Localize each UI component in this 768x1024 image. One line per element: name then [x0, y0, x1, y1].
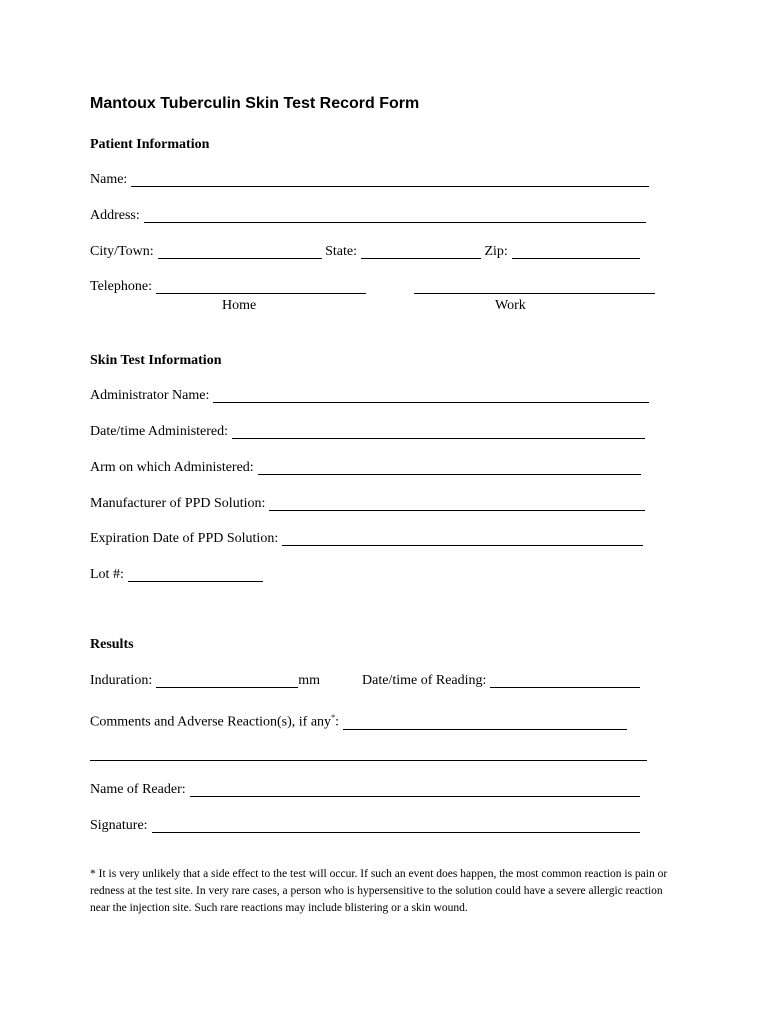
comments-label: Comments and Adverse Reaction(s), if any [90, 714, 332, 730]
administrator-field[interactable] [213, 388, 649, 403]
address-field[interactable] [144, 208, 646, 223]
induration-field[interactable] [156, 673, 298, 688]
arm-field[interactable] [258, 460, 641, 475]
name-label: Name: [90, 172, 128, 187]
telephone-row [90, 278, 366, 296]
datetime-label: Date/time Administered: [90, 424, 229, 439]
datetime-row [90, 423, 645, 441]
address-row [90, 207, 646, 225]
administrator-row [90, 387, 649, 405]
signature-field[interactable] [152, 818, 640, 833]
zip-label: Zip: [484, 244, 508, 259]
address-label: Address: [90, 208, 140, 223]
mm-label: mm [298, 673, 320, 688]
reading-datetime-field[interactable] [490, 673, 640, 688]
home-phone-field[interactable] [156, 279, 366, 294]
comments-continuation-row [86, 745, 647, 763]
comments-footnote-marker: * [331, 713, 336, 722]
city-label: City/Town: [90, 244, 154, 259]
induration-row [90, 672, 320, 690]
manufacturer-field[interactable] [269, 496, 645, 511]
manufacturer-row [90, 495, 645, 513]
datetime-administered-field[interactable] [232, 424, 645, 439]
expiration-label: Expiration Date of PPD Solution: [90, 531, 279, 546]
patient-info-heading: Patient Information [90, 137, 210, 152]
signature-label: Signature: [90, 818, 148, 833]
telephone-label: Telephone: [90, 279, 152, 294]
lot-label: Lot #: [90, 567, 124, 582]
reader-row [90, 781, 640, 799]
lot-field[interactable] [128, 567, 263, 582]
skin-test-heading: Skin Test Information [90, 353, 222, 368]
state-label: State: [325, 244, 357, 259]
comments-colon: : [335, 714, 339, 730]
administrator-label: Administrator Name: [90, 388, 210, 403]
results-heading: Results [90, 637, 134, 652]
reading-label: Date/time of Reading: [362, 673, 487, 688]
city-state-zip-row [90, 243, 640, 261]
form-title: Mantoux Tuberculin Skin Test Record Form [90, 95, 420, 112]
reader-label: Name of Reader: [90, 782, 186, 797]
work-phone-field[interactable] [414, 279, 655, 294]
state-field[interactable] [361, 244, 481, 259]
home-caption: Home [222, 298, 257, 313]
zip-field[interactable] [512, 244, 640, 259]
reader-name-field[interactable] [190, 782, 640, 797]
expiration-row [90, 530, 643, 548]
comments-row [90, 709, 627, 732]
expiration-field[interactable] [282, 531, 643, 546]
arm-label: Arm on which Administered: [90, 460, 254, 475]
signature-row [90, 817, 640, 835]
comments-field[interactable] [343, 715, 627, 730]
name-field[interactable] [131, 172, 649, 187]
footnote: * It is very unlikely that a side effect to the test will occur. If such an event does happen, the most common reaction is pain or redness at the test site. In very rare cases, a person who is hypersensitive to the solution could have a severe allergic reaction near the injection site. Such rare reactions may include blistering or a skin wound. [90, 868, 668, 914]
work-caption: Work [495, 298, 526, 313]
name-row [90, 171, 649, 189]
arm-row [90, 459, 641, 477]
induration-label: Induration: [90, 673, 153, 688]
comments-continuation-field[interactable] [90, 746, 647, 761]
city-field[interactable] [158, 244, 322, 259]
work-phone-row [410, 278, 655, 296]
reading-row [362, 672, 640, 690]
lot-row [90, 566, 263, 584]
manufacturer-label: Manufacturer of PPD Solution: [90, 496, 266, 511]
